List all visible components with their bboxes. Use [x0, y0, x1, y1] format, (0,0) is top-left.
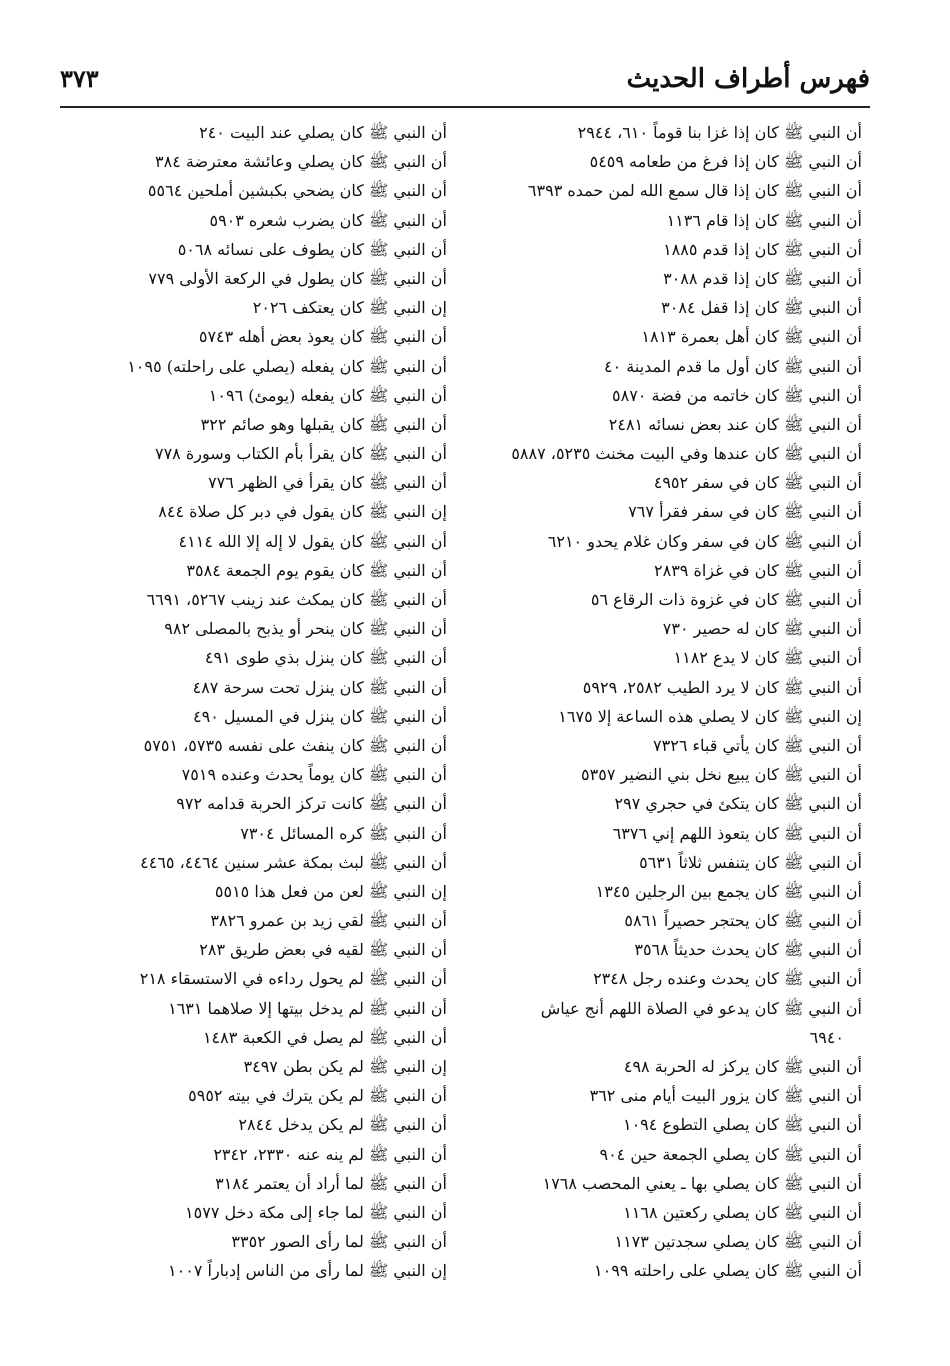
index-entry: أن النبي ﷺ كان ينحر أو يذبح بالمصلى ٩٨٢: [164, 619, 447, 639]
index-entry: أن النبي ﷺ كان يتعوذ اللهم إني ٦٣٧٦: [612, 823, 862, 843]
index-entry: أن النبي ﷺ كان في سفر فقرأ ٧٦٧: [628, 502, 862, 522]
index-entry: أن النبي ﷺ كان يتنفس ثلاثاً ٥٦٣١: [639, 852, 862, 872]
index-entry: أن النبي ﷺ كانت تركز الحربة قدامه ٩٧٢: [176, 794, 447, 814]
index-entry: أن النبي ﷺ كان عندها وفي البيت مخنث ٥٢٣٥، ٥٨٨٧: [511, 444, 862, 464]
index-entry: أن النبي ﷺ كان يصلي التطوع ١٠٩٤: [622, 1115, 862, 1135]
index-entry: أن النبي ﷺ كان يطوف على نسائه ٥٠٦٨: [177, 239, 447, 259]
index-entry: أن النبي ﷺ كان يوماً يحدث وعنده ٧٥١٩: [181, 765, 447, 785]
index-entry: أن النبي ﷺ لم يكن يترك في بيته ٥٩٥٢: [188, 1086, 447, 1106]
index-entry: إن النبي ﷺ كان لا يصلي هذه الساعة إلا ١٦٧٥: [558, 706, 862, 726]
index-entry: إن النبي ﷺ كان يعتكف ٢٠٢٦: [252, 298, 447, 318]
index-entry: أن النبي ﷺ كان يعوذ بعض أهله ٥٧٤٣: [198, 327, 447, 347]
index-entry: أن النبي ﷺ كان إذا قفل ٣٠٨٤: [661, 298, 862, 318]
index-entry: أن النبي ﷺ لم يكن يدخل ٢٨٤٤: [238, 1115, 447, 1135]
index-entry: أن النبي ﷺ كان يصلي ركعتين ١١٦٨: [623, 1202, 862, 1222]
index-entry: أن النبي ﷺ لم ينه عنه ٢٣٣٠، ٢٣٤٢: [213, 1144, 447, 1164]
index-entry: أن النبي ﷺ كان ينفث على نفسه ٥٧٣٥، ٥٧٥١: [143, 735, 447, 755]
index-entry: أن النبي ﷺ كان ينزل بذي طوى ٤٩١: [204, 648, 447, 668]
index-entry: أن النبي ﷺ كان يقوم يوم الجمعة ٣٥٨٤: [186, 560, 447, 580]
index-entry: أن النبي ﷺ كان يصلي عند البيت ٢٤٠: [199, 123, 447, 142]
index-column-left: [87, 118, 447, 1286]
index-entry: أن النبي ﷺ كان خاتمه من فضة ٥٨٧٠: [612, 385, 862, 405]
index-entry: أن النبي ﷺ لبث بمكة عشر سنين ٤٤٦٤، ٤٤٦٥: [140, 852, 447, 872]
page-header: [60, 58, 870, 108]
index-entry: أن النبي ﷺ لما رأى الصور ٣٣٥٢: [231, 1232, 447, 1252]
index-entry: أن النبي ﷺ كان له حصير ٧٣٠: [662, 619, 862, 639]
index-entry: أن النبي ﷺ كان يصلي بها ـ يعني المحصب ١٧٦٨: [542, 1173, 862, 1193]
index-entry: أن النبي ﷺ كان إذا غزا بنا قوماً ٦١٠، ٢٩٤٤: [577, 123, 862, 142]
index-entry: أن النبي ﷺ كان إذا قام ١١٣٦: [666, 210, 862, 230]
page-number: ٣٧٣: [60, 64, 99, 93]
index-entry: إن النبي ﷺ لم يكن بطن ٣٤٩٧: [243, 1057, 447, 1076]
index-entry: أن النبي ﷺ كره المسائل ٧٣٠٤: [240, 823, 447, 843]
header-rule: [60, 106, 870, 108]
index-column-right: [467, 118, 862, 1286]
index-entry: أن النبي ﷺ كان إذا قدم ٣٠٨٨: [663, 268, 862, 288]
index-entry: أن النبي ﷺ كان في سفر وكان غلام يحدو ٦٢١٠: [547, 531, 862, 551]
index-entry: أن النبي ﷺ كان عند بعض نسائه ٢٤٨١: [608, 414, 862, 434]
index-entry: أن النبي ﷺ كان إذا فرغ من طعامه ٥٤٥٩: [589, 152, 862, 172]
index-entry: أن النبي ﷺ كان يأتي قباء ٧٣٢٦: [653, 735, 862, 755]
index-entry: أن النبي ﷺ لما أراد أن يعتمر ٣١٨٤: [215, 1173, 447, 1193]
index-entry: أن النبي ﷺ كان يحدث حديثاً ٣٥٦٨: [634, 940, 862, 960]
index-entry: أن النبي ﷺ كان يمكث عند زينب ٥٢٦٧، ٦٦٩١: [146, 590, 447, 609]
index-entry: أن النبي ﷺ كان يصلي سجدتين ١١٧٣: [614, 1232, 862, 1252]
index-entry: أن النبي ﷺ كان يفعله (يصلي على راحلته) ١٠٩٥: [127, 356, 447, 376]
index-entry: أن النبي ﷺ لما جاء إلى مكة دخل ١٥٧٧: [185, 1202, 447, 1222]
index-entry: أن النبي ﷺ كان يبيع نخل بني النضير ٥٣٥٧: [581, 765, 862, 785]
index-entry: إن النبي ﷺ كان يقول في دبر كل صلاة ٨٤٤: [158, 502, 447, 522]
index-entry: أن النبي ﷺ كان يصلي الجمعة حين ٩٠٤: [599, 1144, 862, 1164]
index-entry: أن النبي ﷺ كان في سفر ٤٩٥٢: [653, 473, 862, 493]
index-entry: أن النبي ﷺ كان يحتجر حصيراً ٥٨٦١: [624, 911, 862, 931]
index-entry: أن النبي ﷺ كان إذا قال سمع الله لمن حمده ٦٣٩٣: [527, 181, 862, 201]
index-entry: أن النبي ﷺ كان ينزل تحت سرحة ٤٨٧: [192, 677, 447, 697]
index-entry: أن النبي ﷺ كان يقرأ بأم الكتاب وسورة ٧٧٨: [154, 444, 447, 464]
index-entry: أن النبي ﷺ كان أهل بعمرة ١٨١٣: [641, 327, 862, 347]
index-entry: أن النبي ﷺ كان في غزوة ذات الرقاع ٥٦: [590, 590, 862, 609]
index-entry: أن النبي ﷺ كان لا يرد الطيب ٢٥٨٢، ٥٩٢٩: [582, 677, 862, 697]
index-entry: أن النبي ﷺ كان يركز له الحربة ٤٩٨: [623, 1057, 862, 1076]
index-entry: أن النبي ﷺ كان يزور البيت أيام منى ٣٦٢: [589, 1086, 862, 1106]
index-entry: أن النبي ﷺ كان إذا قدم ١٨٨٥: [663, 239, 862, 259]
index-entry: أن النبي ﷺ كان يضرب شعره ٥٩٠٣: [209, 210, 447, 230]
index-entry: أن النبي ﷺ كان يقبلها وهو صائم ٣٢٢: [200, 414, 447, 434]
index-entry: أن النبي ﷺ كان لا يدع ١١٨٢: [673, 648, 862, 668]
index-entry: أن النبي ﷺ كان يصلي وعائشة معترضة ٣٨٤: [155, 152, 447, 172]
index-entry: ٦٩٤٠: [809, 1027, 844, 1047]
index-entry: أن النبي ﷺ كان في غزاة ٢٨٣٩: [654, 560, 862, 580]
index-entry: أن النبي ﷺ لم يدخل بيتها إلا صلاهما ١٦٣١: [168, 998, 447, 1018]
index-entry: أن النبي ﷺ كان يصلي على راحلته ١٠٩٩: [594, 1261, 862, 1281]
index-entry: أن النبي ﷺ كان يدعو في الصلاة اللهم أنج عياش: [540, 998, 862, 1018]
index-entry: أن النبي ﷺ كان يطول في الركعة الأولى ٧٧٩: [148, 268, 447, 288]
index-entry: أن النبي ﷺ كان أول ما قدم المدينة ٤٠: [604, 356, 862, 376]
index-entry: أن النبي ﷺ لقي زيد بن عمرو ٣٨٢٦: [210, 911, 447, 931]
index-entry: إن النبي ﷺ لما رأى من الناس إدباراً ١٠٠٧: [168, 1261, 447, 1281]
index-entry: أن النبي ﷺ كان يفعله (يومئ) ١٠٩٦: [208, 385, 447, 405]
index-entry: أن النبي ﷺ كان يضحي بكبشين أملحين ٥٥٦٤: [147, 181, 447, 201]
running-title: فهرس أطراف الحديث: [626, 64, 870, 94]
index-entry: أن النبي ﷺ كان يقول لا إله إلا الله ٤١١٤: [178, 531, 447, 551]
index-entry: أن النبي ﷺ كان ينزل في المسيل ٤٩٠: [193, 706, 447, 726]
index-entry: أن النبي ﷺ كان يجمع بين الرجلين ١٣٤٥: [595, 881, 862, 901]
index-entry: إن النبي ﷺ لعن من فعل هذا ٥٥١٥: [214, 881, 447, 901]
index-entry: أن النبي ﷺ لم يحول رداءه في الاستسقاء ٢١٨: [139, 969, 447, 989]
index-entry: أن النبي ﷺ لم يصل في الكعبة ١٤٨٣: [202, 1027, 447, 1047]
index-entry: أن النبي ﷺ كان يتكئ في حجري ٢٩٧: [614, 794, 862, 814]
index-entry: أن النبي ﷺ لقيه في بعض طريق ٢٨٣: [199, 940, 447, 960]
index-entry: أن النبي ﷺ كان يقرأ في الظهر ٧٧٦: [208, 473, 447, 493]
index-entry: أن النبي ﷺ كان يحدث وعنده رجل ٢٣٤٨: [593, 969, 862, 989]
